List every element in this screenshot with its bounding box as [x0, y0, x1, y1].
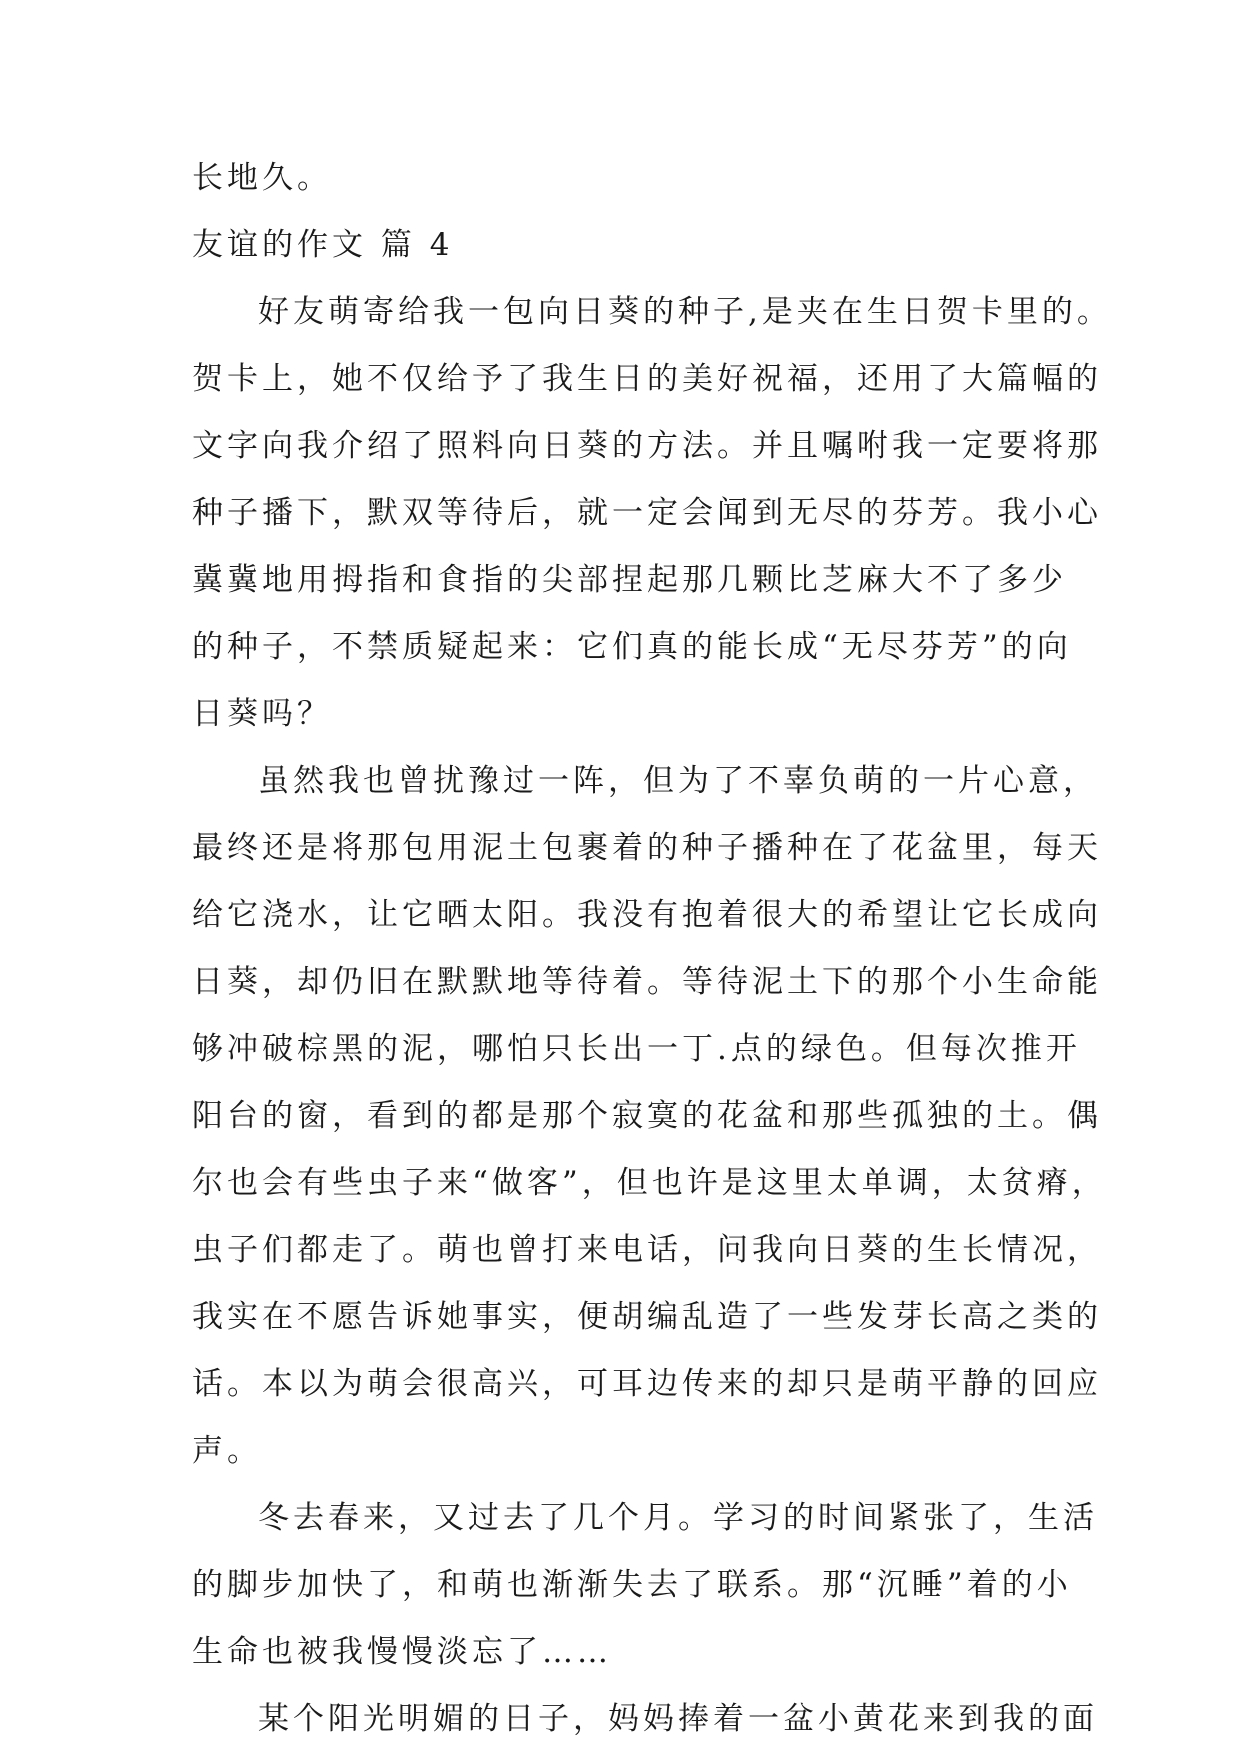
- text-line: 虫子们都走了。萌也曾打来电话，问我向日葵的生长情况，: [192, 1232, 1102, 1268]
- text-line: 我实在不愿告诉她事实，便胡编乱造了一些发芽长高之类的: [192, 1299, 1102, 1335]
- text-line: 冬去春来，又过去了几个月。学习的时间紧张了，生活: [258, 1500, 1098, 1536]
- section-heading: 友谊的作文 篇 4: [192, 227, 454, 263]
- text-line: 的脚步加快了，和萌也渐渐失去了联系。那“沉睡”着的小: [192, 1567, 1072, 1603]
- text-line: 最终还是将那包用泥土包裹着的种子播种在了花盆里，每天: [192, 830, 1102, 866]
- text-line: 某个阳光明媚的日子，妈妈捧着一盆小黄花来到我的面: [258, 1701, 1098, 1737]
- text-line: 日葵，却仍旧在默默地等待着。等待泥土下的那个小生命能: [192, 964, 1102, 1000]
- text-line: 尔也会有些虫子来“做客”，但也许是这里太单调，太贫瘠，: [192, 1165, 1107, 1201]
- text-line: 长地久。: [192, 160, 332, 196]
- text-line: 生命也被我慢慢淡忘了……: [192, 1634, 612, 1670]
- text-line: 声。: [192, 1433, 262, 1469]
- text-line: 的种子，不禁质疑起来：它们真的能长成“无尽芬芳”的向: [192, 629, 1072, 665]
- text-line: 给它浇水，让它晒太阳。我没有抱着很大的希望让它长成向: [192, 897, 1102, 933]
- text-line: 贺卡上，她不仅给予了我生日的美好祝福，还用了大篇幅的: [192, 361, 1102, 397]
- text-line: 种子播下，默双等待后，就一定会闻到无尽的芬芳。我小心: [192, 495, 1102, 531]
- text-line: 虽然我也曾扰豫过一阵，但为了不辜负萌的一片心意，: [258, 763, 1098, 799]
- text-line: 冀冀地用拇指和食指的尖部捏起那几颗比芝麻大不了多少: [192, 562, 1067, 598]
- text-line: 文字向我介绍了照料向日葵的方法。并且嘱咐我一定要将那: [192, 428, 1102, 464]
- text-line: 阳台的窗，看到的都是那个寂寞的花盆和那些孤独的土。偶: [192, 1098, 1102, 1134]
- text-line: 日葵吗？: [192, 696, 332, 732]
- text-line: 话。本以为萌会很高兴，可耳边传来的却只是萌平静的回应: [192, 1366, 1102, 1402]
- text-line: 够冲破棕黑的泥，哪怕只长出一丁.点的绿色。但每次推开: [192, 1031, 1081, 1067]
- text-line: 好友萌寄给我一包向日葵的种子,是夹在生日贺卡里的。: [258, 294, 1112, 330]
